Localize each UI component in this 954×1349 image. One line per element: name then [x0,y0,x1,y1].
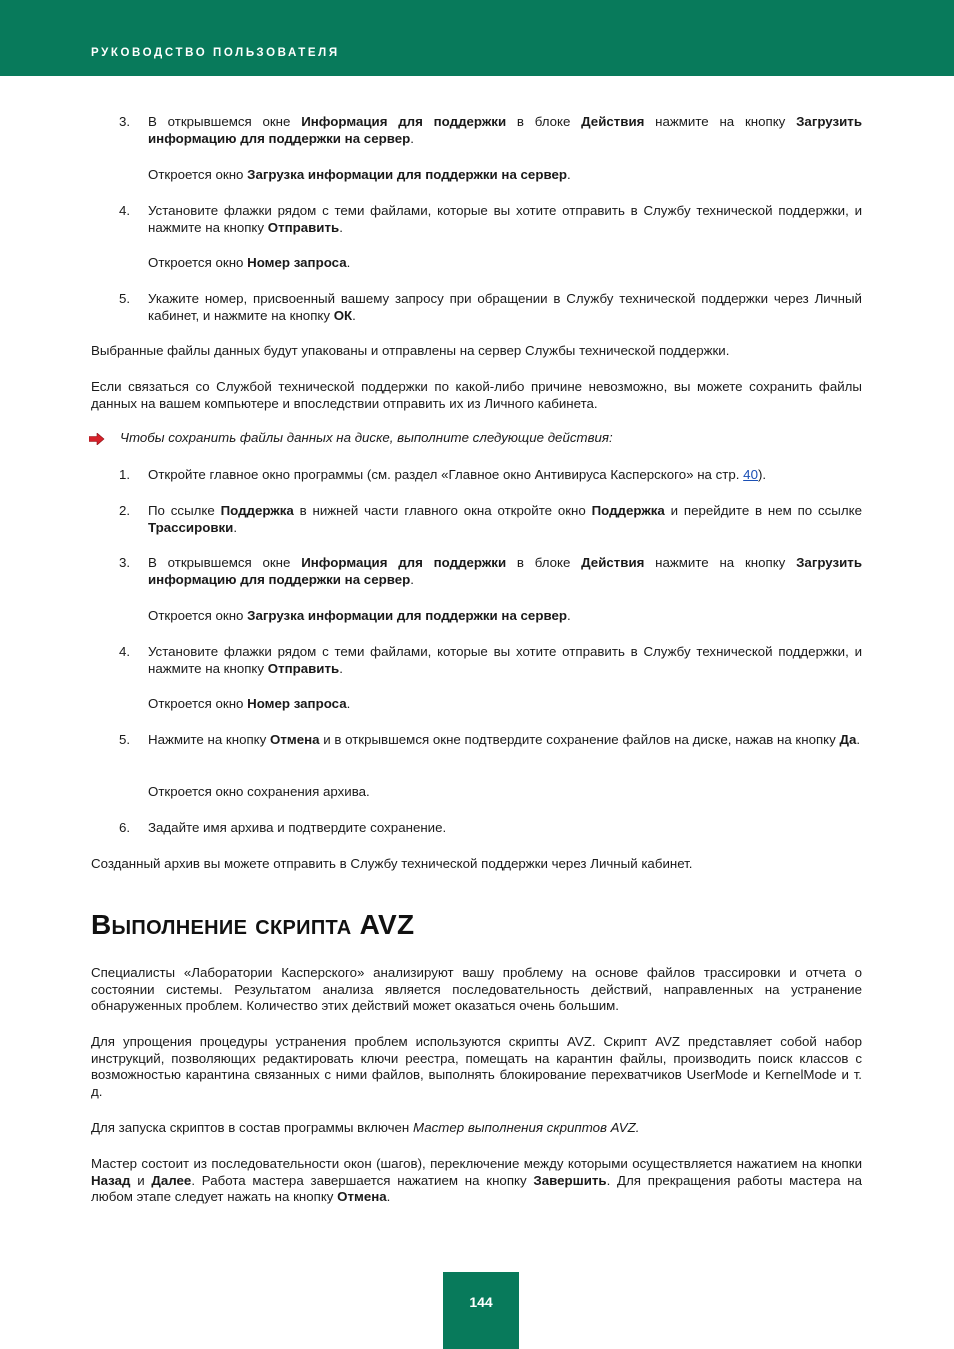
section-heading: Выполнение скрипта AVZ [91,909,415,940]
paragraph-packed: Выбранные файлы данных будут упакованы и отправлены на сервер Службы технической поддержки. [91,343,730,358]
paragraph-wizard-steps: Мастер состоит из последовательности окон (шагов), переключение между которыми осуществляется нажатием на кнопки Назад и Далее. Работа мастера завершается нажатием на кнопку Завершить. Для прекращения работы мастера на любом этапе следует нажать на кнопку Отмена. [91,1156,862,1204]
step-note: Откроется окно Загрузка информации для поддержки на сервер. [148,167,571,182]
step-note: Откроется окно Номер запроса. [148,696,351,711]
page-number-box [443,1272,519,1349]
page-link[interactable]: 40 [743,467,758,482]
list-text: Укажите номер, присвоенный вашему запросу при обращении в Службу технической поддержки через Личный кабинет, и нажмите на кнопку ОК. [148,291,862,323]
page-header [0,0,954,76]
list-text: Установите флажки рядом с теми файлами, которые вы хотите отправить в Службу технической поддержки, и нажмите на кнопку Отправить. [148,203,862,235]
list-text: Нажмите на кнопку Отмена и в открывшемся окне подтвердите сохранение файлов на диске, нажав на кнопку Да. [148,732,861,747]
step-note: Откроется окно Загрузка информации для поддержки на сервер. [148,608,571,623]
page-number: 144 [469,1294,493,1310]
paragraph-archive: Созданный архив вы можете отправить в Службу технической поддержки через Личный кабинет. [91,856,693,871]
list-number: 4. [119,203,131,218]
paragraph-wizard-included: Для запуска скриптов в состав программы включен Мастер выполнения скриптов AVZ. [91,1120,640,1135]
list-number: 5. [119,732,131,747]
list-text: В открывшемся окне Информация для поддержки в блоке Действия нажмите на кнопку Загрузить информацию для поддержки на сервер. [148,114,862,146]
list-number: 1. [119,467,131,482]
list-number: 6. [119,820,131,835]
list-number: 3. [119,555,131,570]
step-note: Откроется окно Номер запроса. [148,255,351,270]
list-text: По ссылке Поддержка в нижней части главного окна откройте окно Поддержка и перейдите в нем по ссылке Трассировки. [148,503,862,535]
paragraph-analysis: Специалисты «Лаборатории Касперского» анализируют вашу проблему на основе файлов трассировки и отчета о состоянии системы. Результатом анализа является последовательность действий, направленных на устранение обнаруженных проблем. Количество этих действий может оказаться очень большим. [91,965,862,1013]
list-number: 2. [119,503,131,518]
list-text: Установите флажки рядом с теми файлами, которые вы хотите отправить в Службу технической поддержки, и нажмите на кнопку Отправить. [148,644,862,676]
paragraph-save-locally: Если связаться со Службой технической поддержки по какой-либо причине невозможно, вы можете сохранить файлы данных на вашем компьютере и впоследствии отправить их из Личного кабинета. [91,379,862,411]
header-title: РУКОВОДСТВО ПОЛЬЗОВАТЕЛЯ [91,47,340,59]
arrow-right-icon [89,433,105,445]
paragraph-avz-scripts: Для упрощения процедуры устранения проблем используются скрипты AVZ. Скрипт AVZ представляет собой набор инструкций, позволяющих редактировать ключи реестра, помещать на карантин файлы, производить поиск классов с возможностью карантина связанных с ними файлов, выполнять блокирование перехватчиков UserMode и KernelMode и т. д. [91,1034,862,1099]
step-note: Откроется окно сохранения архива. [148,784,370,799]
procedure-intro: Чтобы сохранить файлы данных на диске, выполните следующие действия: [120,430,613,445]
list-text: В открывшемся окне Информация для поддержки в блоке Действия нажмите на кнопку Загрузить информацию для поддержки на сервер. [148,555,862,587]
list-text: Откройте главное окно программы (см. раздел «Главное окно Антивируса Касперского» на стр. 40). [148,467,767,482]
list-number: 4. [119,644,131,659]
list-text: Задайте имя архива и подтвердите сохранение. [148,820,447,835]
list-number: 5. [119,291,131,306]
list-number: 3. [119,114,131,129]
